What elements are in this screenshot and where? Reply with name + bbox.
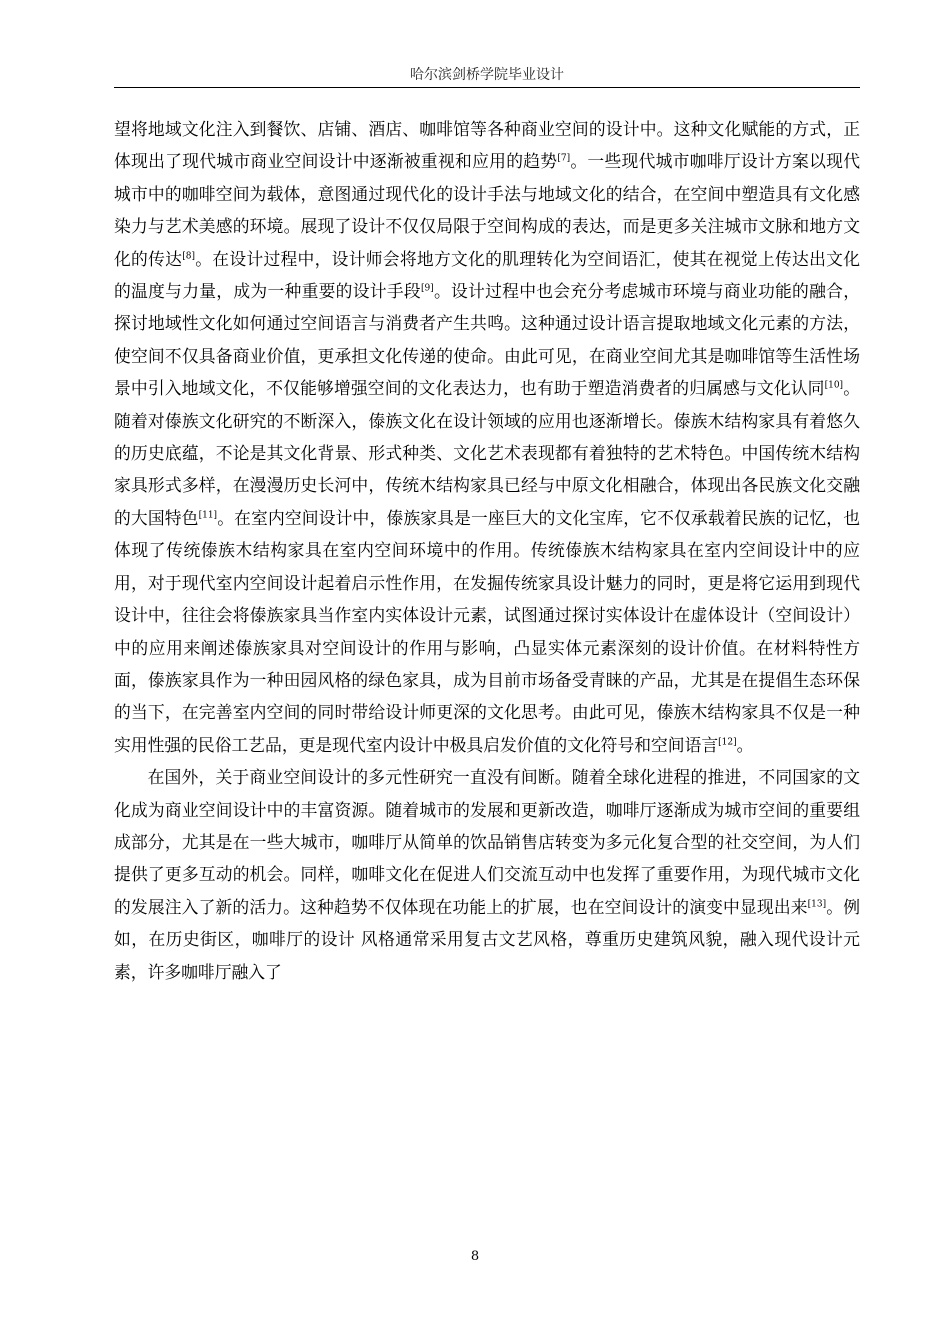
citation-ref: [7]: [557, 153, 571, 164]
text-run: 。随着对傣族文化研究的不断深入，傣族文化在设计领域的应用也逐渐增长。傣族木结构家具有着悠久的历史底蕴，不论是其文化背景、形式种类、文化艺术表现都有着独特的艺术特色。中国传统木结构家具形式多样，在漫漫历史长河中，传统木结构家具已经与中原文化相融合，体现出各民族文化交融的大国特色: [114, 378, 860, 528]
text-run: 。设计过程中也会充分考虑城市环境与商业功能的融合，探讨地域性文化如何通过空间语言与消费者产生共鸣。这种通过设计语言提取地域文化元素的方法，使空间不仅具备商业价值，更承担文化传递的使命。由此可见，在商业空间尤其是咖啡馆等生活性场景中引入地域文化，不仅能够增强空间的文化表达力，也有助于塑造消费者的归属感与文化认同: [114, 281, 860, 399]
paragraph-1: [114, 113, 860, 761]
body-text: [114, 113, 860, 988]
text-run: 。在室内空间设计中，傣族家具是一座巨大的文化宝库，它不仅承载着民族的记忆，也体现了传统傣族木结构家具在室内空间环境中的作用。传统傣族木结构家具在室内空间设计中的应用，对于现代室内空间设计起着启示性作用，在发掘传统家具设计魅力的同时，更是将它运用到现代设计中，往往会将傣族家具当作室内实体设计元素，试图通过探讨实体设计在虚体设计（空间设计）中的应用来阐述傣族家具对空间设计的作用与影响，凸显实体元素深刻的设计价值。在材料特性方面，傣族家具作为一种田园风格的绿色家具，成为目前市场备受青睐的产品，尤其是在提倡生态环保的当下，在完善室内空间的同时带给设计师更深的文化思考。由此可见，傣族木结构家具不仅是一种实用性强的民俗工艺品，更是现代室内设计中极具启发价值的文化符号和空间语言: [114, 507, 860, 755]
citation-ref: [13]: [807, 899, 827, 910]
text-run: 望将地域文化注入到餐饮、店铺、酒店、咖啡馆等各种商业空间的设计中。这种文化赋能的方式，正体现出了现代城市商业空间设计中逐渐被重视和应用的趋势: [114, 119, 860, 172]
text-run: 。一些现代城市咖啡厅设计方案以现代城市中的咖啡空间为载体，意图通过现代化的设计手法与地域文化的结合，在空间中塑造具有文化感染力与艺术美感的环境。展现了设计不仅仅局限于空间构成的表达，而是更多关注城市文脉和地方文化的传达: [114, 151, 860, 269]
citation-ref: [8]: [182, 251, 195, 262]
text-run: 。在设计过程中，设计师会将地方文化的肌理转化为空间语汇，使其在视觉上传达出文化的温度与力量，成为一种重要的设计手段: [114, 248, 860, 302]
text-run: 在国外，关于商业空间设计的多元性研究一直没有间断。随着全球化进程的推进，不同国家的文化成为商业空间设计中的丰富资源。随着城市的发展和更新改造，咖啡厅逐渐成为城市空间的重要组成部分，尤其是在一些大城市，咖啡厅从简单的饮品销售店转变为多元化复合型的社交空间，为人们提供了更多互动的机会。同样，咖啡文化在促进人们交流互动中也发挥了重要作用，为现代城市文化的发展注入了新的活力。这种趋势不仅体现在功能上的扩展，也在空间设计的演变中显现出来: [114, 767, 860, 917]
paragraph-2: [114, 761, 860, 988]
citation-ref: [11]: [198, 510, 218, 521]
text-run: 。: [736, 734, 754, 755]
page-number: 8: [470, 1249, 480, 1264]
page-header-title: 哈尔滨剑桥学院毕业设计: [410, 67, 564, 83]
header-rule: [114, 87, 860, 88]
citation-ref: [10]: [824, 380, 844, 391]
citation-ref: [12]: [718, 737, 737, 748]
text-run: 。例如，在历史街区，咖啡厅的设计 风格通常采用复古文艺风格，尊重历史建筑风貌，融入现代设计元素，许多咖啡厅融入了: [114, 896, 860, 982]
citation-ref: [9]: [420, 283, 434, 294]
